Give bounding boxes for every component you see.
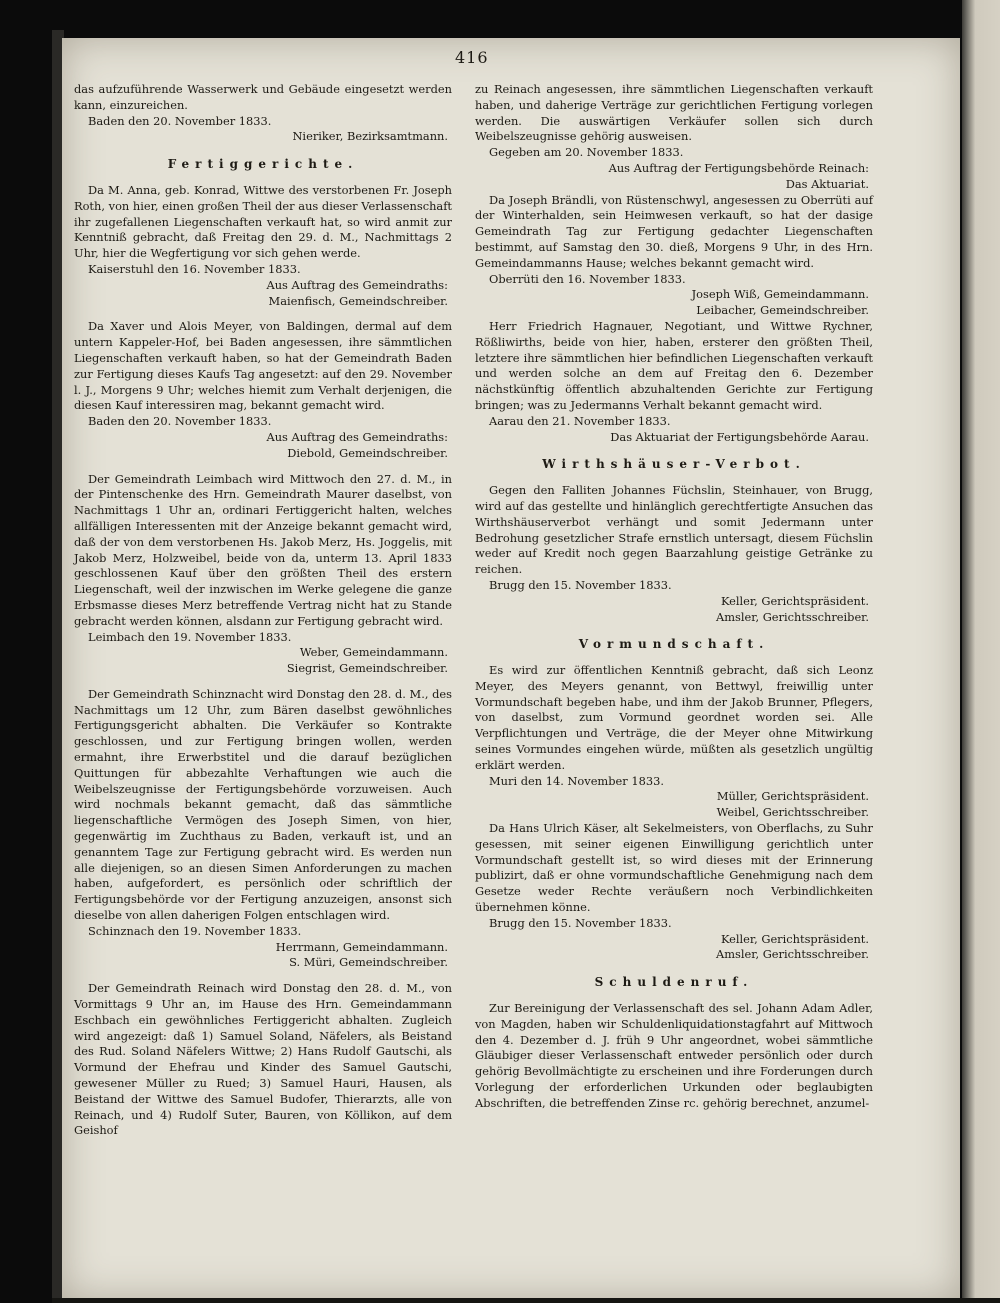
section-heading: Schuldenruf. — [594, 975, 754, 990]
notice-date-line: Kaiserstuhl den 16. November 1833. — [88, 261, 301, 276]
notice-paragraph: Gegen den Falliten Johannes Füchslin, Steinhauer, von Brugg, wird auf das gestellte und hinlänglich gerechtfertigte Ansuchen das Wirthshäuserverbot verhängt und somit Jedermann unter Bedrohung gesetzlicher Strafe ernstlich untersagt, diesem Füchslin weder auf Kredit noch gegen Baarzahlung geistige Getränke zu reichen. — [475, 483, 873, 577]
notice-signature: Joseph Wiß, Gemeindammann. — [691, 287, 869, 302]
notice-date-line: Aarau den 21. November 1833. — [489, 413, 671, 428]
notice-paragraph: Da Joseph Brändli, von Rüstenschwyl, angesessen zu Oberrüti auf der Winterhalden, sein Heimwesen verkauft, so hat der dasige Gemeindrath Tag zur Fertigung gedachter Liegenschaften bestimmt, auf Samstag den 30. dieß, Morgens 9 Uhr, in des Hrn. Gemeindammanns Hause; welches bekannt gemacht wird. — [475, 192, 873, 270]
notice-paragraph: Zur Bereinigung der Verlassenschaft des sel. Johann Adam Adler, von Magden, haben wir Schuldenliquidationstagfahrt auf Mittwoch den 4. Dezember d. J. früh 9 Uhr angeordnet, wobei sämmtliche Gläubiger dieser Verlassenschaft entweder persönlich oder durch gehörig Bevollmächtigte zu erscheinen und ihre Forderungen durch Vorlegung der erforderlichen Urkunden oder beglaubigten Abschriften, die betreffenden Zinse rc. gehörig berechnet, anzumel- — [475, 1001, 873, 1110]
notice-signature: Aus Auftrag des Gemeindraths: — [266, 429, 448, 444]
notice-date-line: Brugg den 15. November 1833. — [489, 577, 672, 592]
notice-signature: Keller, Gerichtspräsident. — [720, 931, 869, 946]
notice-date-line: Muri den 14. November 1833. — [489, 773, 664, 788]
section-gap — [74, 309, 452, 319]
notice-signature: Aus Auftrag des Gemeindraths: — [266, 277, 448, 292]
notice-date-line: Baden den 20. November 1833. — [88, 113, 272, 128]
right-column — [475, 82, 873, 1112]
notice-paragraph: Der Gemeindrath Reinach wird Donstag den 28. d. M., von Vormittags 9 Uhr an, im Hause des Hrn. Gemeindammann Eschbach ein gewöhnliches Fertiggericht abhalten. Zugleich wird angezeigt: daß 1) Samuel Soland, Näfelers, als Beistand des Rud. Soland Näfelers Wittwe; 2) Hans Rudolf Gautschi, als Vormund der Ehefrau und Kinder des Samuel Gautschi, gewesener Müller zu Rued; 3) Samuel Hauri, Hausen, als Beistand der Wittwe des Samuel Budofer, Thierarzts, alle von Reinach, und 4) Rudolf Suter, Bauren, von Köllikon, auf dem Geishof — [74, 981, 452, 1138]
section-heading: Vormundschaft. — [578, 637, 770, 652]
page-bottom-edge — [52, 1298, 1000, 1303]
section-gap — [74, 971, 452, 981]
notice-paragraph: Der Gemeindrath Leimbach wird Mittwoch den 27. d. M., in der Pintenschenke des Hrn. Gemeindrath Maurer daselbst, von Nachmittags 1 Uhr an, ordinari Fertiggericht halten, welches allfälligen Interessenten mit der Anzeige bekannt gemacht wird, daß der von dem verstorbenen Hs. Jakob Merz, Hs. Joggelis, mit Jakob Merz, Holzweibel, beide von da, unterm 13. April 1833 geschlossenen Kauf über den größten Theil des erstern Liegenschaft, weil der inzwischen im Werke gelegene die ganze Erbsmasse dieses Merz betreffende Vertrag nicht hat zu Stande gebracht werden können, alsdann zur Fertigung gebracht wird. — [74, 471, 452, 628]
next-page-edge — [962, 0, 1000, 1303]
page-number: 416 — [455, 48, 489, 67]
notice-signature: Leibacher, Gemeindschreiber. — [696, 303, 869, 318]
notice-date-line: Gegeben am 20. November 1833. — [489, 145, 684, 160]
notice-signature: Herrmann, Gemeindammann. — [275, 939, 448, 954]
section-heading: Fertiggerichte. — [167, 157, 359, 172]
section-heading: Wirthshäuser-Verbot. — [542, 457, 806, 472]
notice-signature: S. Müri, Gemeindschreiber. — [289, 955, 448, 970]
notice-paragraph: Herr Friedrich Hagnauer, Negotiant, und Wittwe Rychner, Rößliwirths, beide von hier, haben, ersterer den größten Theil, letztere ihre sämmtlichen hier befindlichen Liegenschaften verkauft und werden solche an dem auf Freitag den 6. Dezember nächstkünftig öffentlich abzuhaltenden Gerichte zur Fertigung bringen; was zu Jedermanns Verhalt bekannt gemacht wird. — [475, 318, 873, 412]
notice-paragraph: das aufzuführende Wasserwerk und Gebäude eingesetzt werden kann, einzureichen. — [74, 82, 452, 112]
notice-signature: Keller, Gerichtspräsident. — [720, 593, 869, 608]
notice-paragraph: Der Gemeindrath Schinznacht wird Donstag den 28. d. M., des Nachmittags um 12 Uhr, zum Bären daselbst gewöhnliches Fertigungsgericht abhalten. Die Verkäufer so Kontrakte geschlossen, und zur Fertigung bringen wollen, werden ermahnt, ihre Erwerbstitel und die darauf bezüglichen Quittungen für abbezahlte Verhaftungen wie auch die Weibelszeugnisse der Fertigungsbehörde vorzuweisen. Auch wird nochmals bekannt gemacht, daß das sämmtliche liegenschaftliche Vermögen des Joseph Simen, von hier, gegenwärtig im Zuchthaus zu Baden, verkauft ist, und an genanntem Tage zur Fertigung gebracht wird. Es werden nun alle diejenigen, so an diesen Simen Anforderungen zu machen haben, aufgefordert, es persönlich oder schriftlich der Fertigungsbehörde vor der Fertigung anzuzeigen, ansonst sich dieselbe von allen daherigen Folgen entschlagen wird. — [74, 686, 452, 923]
notice-paragraph: Da Xaver und Alois Meyer, von Baldingen, dermal auf dem untern Kappeler-Hof, bei Baden angesessen, ihre sämmtlichen Liegenschaften verkauft haben, so hat der Gemeindrath Baden zur Fertigung dieses Kaufs Tag angesetzt: auf den 29. November l. J., Morgens 9 Uhr; welches hiemit zum Verhalt derjenigen, die diesen Kauf interessiren mag, bekannt gemacht wird. — [74, 319, 452, 413]
notice-signature: Aus Auftrag der Fertigungsbehörde Reinach: — [608, 160, 869, 175]
notice-paragraph: Da Hans Ulrich Käser, alt Sekelmeisters, von Oberflachs, zu Suhr gesessen, mit seiner eigenen Einwilligung gerichtlich unter Vormundschaft gestellt ist, so wird dieses mit der Erinnerung publizirt, daß er ohne vormundschaftliche Genehmigung nach dem Gesetze weder Rechte veräußern noch Verbindlichkeiten übernehmen könne. — [475, 821, 873, 915]
notice-signature: Das Aktuariat. — [785, 176, 869, 191]
notice-signature: Diebold, Gemeindschreiber. — [287, 445, 448, 460]
notice-signature: Maienfisch, Gemeindschreiber. — [268, 293, 448, 308]
notice-date-line: Leimbach den 19. November 1833. — [88, 629, 292, 644]
notice-date-line: Baden den 20. November 1833. — [88, 414, 272, 429]
notice-signature: Müller, Gerichtspräsident. — [716, 789, 869, 804]
notice-signature: Weber, Gemeindammann. — [299, 645, 448, 660]
section-gap — [74, 462, 452, 472]
notice-date-line: Schinznach den 19. November 1833. — [88, 923, 302, 938]
left-column — [74, 82, 452, 1139]
notice-paragraph: Es wird zur öffentlichen Kenntniß gebracht, daß sich Leonz Meyer, des Meyers genannt, von Bettwyl, freiwillig unter Vormundschaft begeben habe, und ihm der Jakob Brunner, Pflegers, von daselbst, zum Vormund geordnet worden sei. Alle Verpflichtungen und Verträge, die der Meyer ohne Mitwirkung seines Vormundes eingehen würde, müßten als gesetzlich ungültig erklärt werden. — [475, 663, 873, 772]
notice-signature: Siegrist, Gemeindschreiber. — [286, 661, 448, 676]
notice-signature: Amsler, Gerichtsschreiber. — [716, 947, 869, 962]
notice-paragraph: zu Reinach angesessen, ihre sämmtlichen Liegenschaften verkauft haben, und daherige Verträge zur gerichtlichen Fertigung vorlegen werden. Die auswärtigen Verkäufer sollen sich durch Weibelszeugnisse gehörig ausweisen. — [475, 82, 873, 144]
notice-date-line: Oberrüti den 16. November 1833. — [489, 271, 686, 286]
section-gap — [74, 677, 452, 687]
notice-signature: Das Aktuariat der Fertigungsbehörde Aarau. — [610, 429, 869, 444]
notice-signature: Nieriker, Bezirksamtmann. — [292, 129, 448, 144]
notice-signature: Weibel, Gerichtsschreiber. — [716, 805, 869, 820]
notice-signature: Amsler, Gerichtsschreiber. — [716, 609, 869, 624]
notice-paragraph: Da M. Anna, geb. Konrad, Wittwe des verstorbenen Fr. Joseph Roth, von hier, einen großen Theil der aus dieser Verlassenschaft ihr zugefallenen Liegenschaften verkauft hat, so wird anmit zur Kenntniß gebracht, daß Freitag den 29. d. M., Nachmittags 2 Uhr, hier die Wegfertigung vor sich gehen werde. — [74, 182, 452, 261]
notice-date-line: Brugg den 15. November 1833. — [489, 915, 672, 930]
